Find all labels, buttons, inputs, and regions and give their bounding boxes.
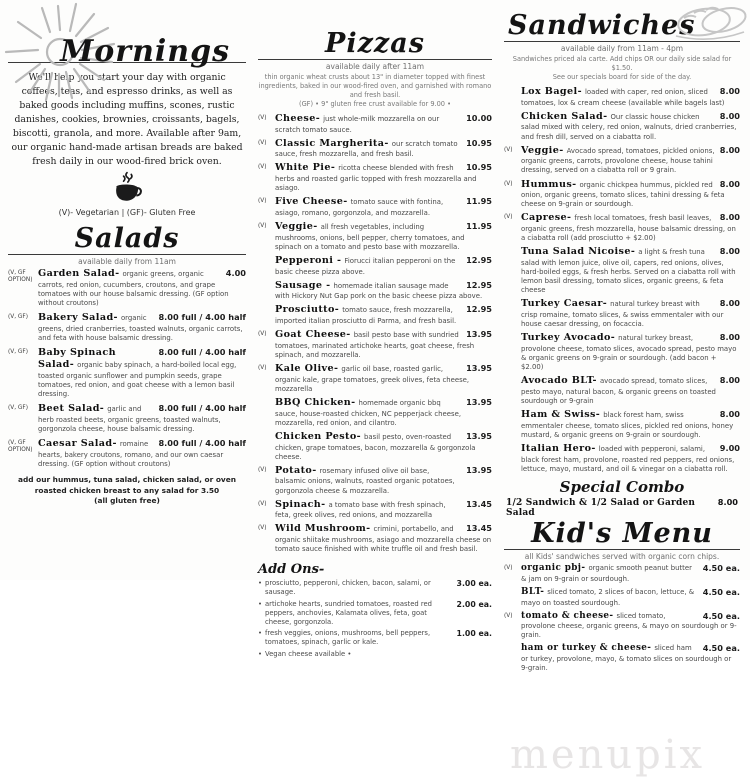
menu-item: [504, 111, 740, 142]
item-name: Hummus-: [521, 178, 577, 190]
item-description: fresh local tomatoes, fresh basil leaves, organic greens, fresh mozzarella, house balsamic dressing, on a ciabatta roll (add prosciutto + $2.00): [521, 214, 736, 243]
salads-title: Salads: [74, 222, 180, 254]
item-dietary-tag: (V): [258, 331, 267, 338]
menu-item: [258, 221, 492, 252]
menu-item: [504, 86, 740, 108]
item-dietary-tag: (V): [504, 180, 513, 187]
menu-item: [258, 329, 492, 360]
column-mornings-salads: [8, 4, 246, 580]
pizzas-gf-note: (GF) • 9" gluten free crust available for 9.00 •: [299, 100, 451, 109]
item-dietary-tag: (V): [258, 365, 267, 372]
item-price: 8.00: [719, 144, 740, 155]
item-name: Pepperoni -: [275, 254, 342, 266]
item-price: 9.00: [719, 442, 740, 453]
item-description: loaded with caper, red onion, sliced tomatoes, lox & cream cheese (available while bagels last): [521, 88, 725, 107]
menu-item: [258, 523, 492, 554]
item-price: 8.00: [719, 110, 740, 121]
item-description: Our classic house chicken salad mixed with celery, red onion, walnuts, dried cranberries, and fresh dill, served on a ciabatta roll.: [521, 112, 737, 141]
item-name: Chicken Pesto-: [275, 430, 362, 442]
item-name: Tuna Salad Nicoise-: [521, 246, 636, 258]
item-price: 13.45: [466, 523, 492, 534]
sandwiches-header: [504, 12, 740, 42]
bread-loaf-icon: [670, 0, 748, 44]
item-name: BLT-: [521, 586, 545, 597]
item-price: 8.00 full / 4.00 half: [158, 311, 246, 322]
item-price: 13.95: [466, 430, 492, 441]
addon-item: [258, 600, 492, 626]
column-pizzas: [258, 4, 492, 659]
item-price: 13.45: [466, 498, 492, 509]
menu-item: [504, 409, 740, 440]
addons-list: [258, 579, 492, 659]
item-dietary-tag: (V): [258, 466, 267, 473]
section-salads: [8, 222, 246, 507]
item-description: organic smooth peanut butter & jam on 9-grain or sourdough.: [521, 564, 692, 583]
menu-item: [258, 499, 492, 521]
special-combo-text: 1/2 Sandwich & 1/2 Salad or Garden Salad: [506, 497, 696, 518]
menu-item: [258, 363, 492, 394]
menu-item: [258, 280, 492, 302]
item-name: Beet Salad-: [38, 403, 105, 415]
item-description: organic chickpea hummus, pickled red onion, organic greens, tomato slices, tahini dressing & feta cheese on 9-grain or sourdough.: [521, 180, 725, 209]
menu-item: [504, 611, 740, 641]
pizzas-list: [258, 113, 492, 554]
item-description: natural turkey breast with crisp romaine, tomato slices, & swiss emmentaler with our house caesar dressing, on focaccia.: [521, 300, 724, 329]
item-price: 4.50 ea.: [702, 586, 740, 597]
section-mornings: [8, 4, 246, 217]
salads-header: [8, 222, 246, 255]
item-name: Bakery Salad-: [38, 311, 118, 323]
item-price: 8.00 full / 4.00 half: [158, 403, 246, 414]
item-name: Garden Salad-: [38, 267, 120, 279]
pizzas-description-text: thin organic wheat crusts about 13" in diameter topped with finest ingredients, baked in our wood-fired oven, and garnished with romano and fresh basil.: [258, 73, 492, 100]
pizzas-title: Pizzas: [325, 28, 425, 59]
salads-list: [8, 268, 246, 469]
menu-item: [504, 375, 740, 406]
item-description: basil pesto base with sundried tomatoes, marinated artichoke hearts, goat cheese, fresh spinach, and mozzarella.: [275, 331, 475, 360]
addon-description: artichoke hearts, sundried tomatoes, roasted red peppers, anchovies, Kalamata olives, feta, goat cheese, gorgonzola.: [265, 599, 432, 626]
item-name: Prosciutto-: [275, 304, 340, 316]
special-combo-price: 8.00: [717, 496, 738, 507]
menu-item: [504, 246, 740, 295]
item-description: tomato sauce with fontina, asiago, romano, gorgonzola, and mozzarella.: [275, 198, 444, 217]
item-price: 8.00: [719, 86, 740, 97]
menu-item: [504, 298, 740, 329]
menu-item: [258, 113, 492, 135]
item-description: a light & fresh tuna salad with lemon juice, olive oil, capers, red onions, olives, hard-boiled eggs, & fresh herbs. Served on a ciabatta roll with lemon basil dressing, tomato slices, organic greens, & feta cheese: [521, 248, 736, 295]
item-price: 8.00: [719, 332, 740, 343]
sandwiches-title: Sandwiches: [508, 10, 696, 41]
item-description: avocado spread, tomato slices, pesto mayo, natural bacon, & organic greens on toasted sourdough or 9-grain: [521, 377, 716, 405]
item-price: 10.00: [466, 112, 492, 123]
addon-price: • 2.00 ea.: [456, 599, 492, 609]
column-sandwiches-kids: [504, 4, 740, 778]
sandwiches-list: [504, 86, 740, 474]
item-description: romaine hearts, bakery croutons, romano, and our own caesar dressing. (GF option without croutons): [38, 440, 224, 469]
item-name: Lox Bagel-: [521, 86, 582, 98]
item-price: 11.95: [466, 221, 492, 232]
coffee-cup-icon: [110, 171, 144, 205]
menu-item: [8, 312, 246, 343]
section-kids-menu: [504, 517, 740, 778]
item-price: 8.00 full / 4.00 half: [158, 346, 246, 357]
item-name: Turkey Caesar-: [521, 298, 608, 310]
item-description: organic baby spinach, a hard-boiled local egg, toasted organic sunflower and pumpkin seeds, grape tomatoes, red onion, and goat cheese with a lemon basil dressing.: [38, 361, 237, 399]
item-price: 12.95: [466, 279, 492, 290]
mornings-header: [8, 4, 246, 69]
menu-item: [258, 196, 492, 218]
mornings-title: Mornings: [60, 33, 230, 69]
menu-item: [504, 145, 740, 176]
item-dietary-tag: (V, GF OPTION): [8, 269, 33, 283]
item-price: 13.95: [466, 363, 492, 374]
kids-menu-note: all Kids' sandwiches served with organic corn chips.: [524, 552, 720, 562]
addon-description: Vegan cheese available •: [265, 650, 352, 659]
item-price: 4.50 ea.: [702, 643, 740, 654]
item-name: Potato-: [275, 464, 317, 476]
item-name: Sausage -: [275, 279, 331, 291]
item-dietary-tag: (V): [258, 198, 267, 205]
item-description: a tomato base with fresh spinach, feta, greek olives, red onions, and mozzarella: [275, 500, 446, 520]
item-dietary-tag: (V, GF OPTION): [8, 440, 33, 454]
item-dietary-tag: (V): [504, 565, 513, 572]
item-name: Italian Hero-: [521, 442, 596, 454]
menu-item: [504, 643, 740, 673]
item-description: natural turkey breast, provolone cheese, tomato slices, avocado spread, pesto mayo & organic greens on 9-grain or sourdough. (add bacon + $2.00): [521, 334, 737, 372]
menu-item: [258, 304, 492, 326]
item-dietary-tag: (V): [258, 223, 267, 230]
item-description: homemade italian sausage made with Hickory Nut Gap pork on the basic cheese pizza above.: [275, 281, 483, 301]
sandwiches-note: [504, 55, 740, 82]
item-description: homemade organic bbq sauce, house-roasted chicken, NC pepperjack cheese, mozzarella, red onion, and cilantro.: [275, 399, 462, 427]
item-description: organic greens, organic carrots, red onion, cucumbers, croutons, and grape tomatoes with our house balsamic dressing. (GF option without croutons): [38, 269, 229, 307]
menu-item: [504, 563, 740, 584]
kids-menu-header: [504, 517, 740, 550]
item-name: Avocado BLT-: [521, 375, 597, 387]
addons-title: Add Ons-: [258, 562, 325, 578]
salads-footnote-text: add our hummus, tuna salad, chicken salad, or oven roasted chicken breast to any salad for 3.50: [17, 475, 237, 495]
dietary-legend: (V)- Vegetarian | (GF)- Gluten Free: [58, 207, 196, 217]
item-name: Veggie-: [521, 144, 564, 156]
item-dietary-tag: (V, GF): [8, 405, 29, 412]
item-name: Cheese-: [275, 112, 321, 124]
item-dietary-tag: (V): [258, 114, 267, 121]
item-description: crimini, portabello, and organic shiitake mushrooms, asiago and mozzarella cheese on tomato sauce finished with white truffle oil and fresh basil.: [275, 525, 492, 554]
item-description: sliced tomato, provolone cheese, organic greens, & mayo on sourdough or 9-grain.: [521, 611, 737, 640]
item-dietary-tag: (V): [504, 214, 513, 221]
item-dietary-tag: (V): [258, 139, 267, 146]
menu-item: [258, 162, 492, 193]
item-description: black forest ham, swiss emmentaler cheese, tomato slices, pickled red onions, honey mustard, & organic greens on 9-grain or sourdough.: [521, 411, 734, 439]
addon-price: • 1.00 ea.: [456, 629, 492, 639]
item-name: Turkey Avocado-: [521, 332, 616, 344]
item-price: 11.95: [466, 196, 492, 207]
item-price: 12.95: [466, 254, 492, 265]
item-dietary-tag: (V): [504, 146, 513, 153]
addon-item: [258, 579, 492, 597]
item-price: 4.50 ea.: [702, 563, 740, 574]
item-dietary-tag: (V, GF): [8, 313, 29, 320]
addon-price: • 3.00 ea.: [456, 579, 492, 589]
kids-menu-title: Kid's Menu: [531, 517, 713, 549]
item-description: our scratch tomato sauce, fresh mozzarella, and fresh basil.: [275, 139, 458, 159]
item-description: sliced ham or turkey, provolone, mayo, & tomato slices on sourdough or 9-grain.: [521, 644, 732, 673]
item-price: 12.95: [466, 304, 492, 315]
menu-item: [8, 347, 246, 400]
item-name: Classic Margherita-: [275, 137, 389, 149]
item-name: ham or turkey & cheese-: [521, 643, 652, 654]
menu-item: [258, 465, 492, 496]
item-description: basil pesto, oven-roasted chicken, grape tomatoes, bacon, mozzarella & gorgonzola cheese.: [275, 432, 476, 461]
item-name: organic pbj-: [521, 563, 586, 574]
menu-item: [8, 268, 246, 308]
item-description: tomato sauce, fresh mozzarella, imported italian prosciutto di Parma, and fresh basil.: [275, 306, 457, 326]
item-description: Fiorucci italian pepperoni on the basic cheese pizza above.: [275, 256, 456, 276]
addon-description: fresh veggies, onions, mushrooms, bell peppers, tomatoes, spinach, garlic or kale.: [265, 629, 431, 647]
menupix-watermark: menupix: [510, 731, 706, 778]
item-price: 13.95: [466, 464, 492, 475]
menu-item: [504, 332, 740, 372]
item-description: rosemary infused olive oil base, balsamic onions, walnuts, roasted organic potatoes, gorgonzola cheese & mozzarella.: [275, 466, 455, 495]
item-name: Ham & Swiss-: [521, 409, 601, 421]
item-dietary-tag: (V): [258, 164, 267, 171]
menu-item: [258, 431, 492, 462]
item-price: 8.00: [719, 298, 740, 309]
mornings-intro: We'll help you start your day with organic coffees, teas, and espresso drinks, as well as baked goods including muffins, scones, rustic danishes, cookies, brownies, croissants, bagels, biscotti, granola, and more. Available after 9am, our organic hand-made artisan breads are baked fresh daily in our wood-fired brick oven.: [11, 72, 243, 167]
item-name: Kale Olive-: [275, 363, 339, 375]
menu-item: [504, 587, 740, 608]
item-price: 8.00: [719, 178, 740, 189]
item-description: garlic oil base, roasted garlic, organic kale, grape tomatoes, greek olives, feta cheese, mozzarella: [275, 365, 470, 393]
menu-item: [258, 397, 492, 428]
menu-item: [504, 212, 740, 243]
section-special-combo: [506, 478, 738, 518]
addon-item: [258, 629, 492, 647]
addon-item: [258, 650, 492, 659]
item-description: just whole-milk mozzarella on our scratch tomato sauce.: [275, 114, 440, 134]
item-name: Caesar Salad-: [38, 438, 117, 450]
salads-availability: available daily from 11am: [78, 256, 176, 266]
item-name: Five Cheese-: [275, 196, 348, 208]
item-price: 8.00: [719, 246, 740, 257]
item-price: 13.95: [466, 329, 492, 340]
menu-item: [504, 179, 740, 210]
item-name: Veggie-: [275, 221, 318, 233]
item-description: sliced tomato, 2 slices of bacon, lettuce, & mayo on toasted sourdough.: [521, 587, 695, 607]
item-description: garlic and herb roasted beets, organic greens, toasted walnuts, gorgonzola cheese, house balsamic dressing.: [38, 405, 221, 434]
pizzas-header: [258, 30, 492, 60]
menu-item: [258, 255, 492, 277]
item-name: BBQ Chicken-: [275, 397, 356, 408]
item-name: Baby Spinach Salad-: [38, 346, 117, 371]
item-dietary-tag: (V): [504, 612, 513, 619]
item-dietary-tag: (V): [258, 525, 267, 532]
item-price: 4.50 ea.: [702, 610, 740, 621]
item-price: 8.00: [719, 375, 740, 386]
item-price: 8.00: [719, 212, 740, 223]
item-name: Wild Mushroom-: [275, 523, 371, 535]
pizzas-availability: available daily after 11am: [325, 62, 425, 72]
item-name: Chicken Salad-: [521, 110, 608, 122]
item-price: 10.95: [466, 137, 492, 148]
special-combo-row: [506, 497, 738, 518]
salads-footnote: [8, 475, 246, 506]
item-description: Avocado spread, tomatoes, pickled onions, organic greens, carrots, provolone cheese, house tahini dressing, served on a ciabatta roll or 9 grain.: [521, 146, 715, 175]
menu-item: [258, 138, 492, 160]
item-price: 4.00: [225, 267, 246, 278]
item-description: organic greens, dried cranberries, toasted walnuts, organic carrots, and feta with house balsamic dressing.: [38, 313, 243, 342]
item-name: Goat Cheese-: [275, 329, 351, 341]
item-dietary-tag: (V): [258, 500, 267, 507]
sandwiches-note-line2: See our specials board for side of the day.: [552, 73, 692, 82]
item-name: Spinach-: [275, 498, 326, 510]
sandwiches-note-line1: Sandwiches priced ala carte. Add chips OR our daily side salad for $1.50.: [512, 55, 732, 73]
item-price: 13.95: [466, 397, 492, 407]
menu-item: [8, 438, 246, 469]
item-description: all fresh vegetables, including mushrooms, onions, bell pepper, cherry tomatoes, and spinach on a tomato and pesto base with mozzarella.: [275, 223, 465, 251]
item-dietary-tag: (V, GF): [8, 348, 29, 355]
item-description: loaded with pepperoni, salami, black forest ham, provolone, roasted red peppers, red onions, lettuce, mayo, mustard, and oil & vinegar on a ciabatta roll.: [521, 444, 735, 473]
item-price: 8.00 full / 4.00 half: [158, 438, 246, 449]
item-price: 10.95: [466, 162, 492, 173]
special-combo-title: Special Combo: [559, 477, 685, 496]
item-name: Caprese-: [521, 212, 572, 224]
menu-item: [8, 403, 246, 434]
sandwiches-availability: available daily from 11am - 4pm: [560, 44, 684, 54]
item-name: tomato & cheese-: [521, 610, 614, 621]
item-name: White Pie-: [275, 162, 336, 174]
item-price: 8.00: [719, 409, 740, 420]
addon-description: prosciutto, pepperoni, chicken, bacon, salami, or sausage.: [265, 579, 431, 597]
kids-menu-list: [504, 563, 740, 673]
item-description: ricotta cheese blended with fresh herbs and roasted garlic topped with fresh mozzarella and asiago.: [275, 164, 477, 193]
menu-item: [504, 443, 740, 474]
pizzas-description: [258, 73, 492, 109]
salads-footnote-gf: (all gluten free): [94, 495, 160, 505]
